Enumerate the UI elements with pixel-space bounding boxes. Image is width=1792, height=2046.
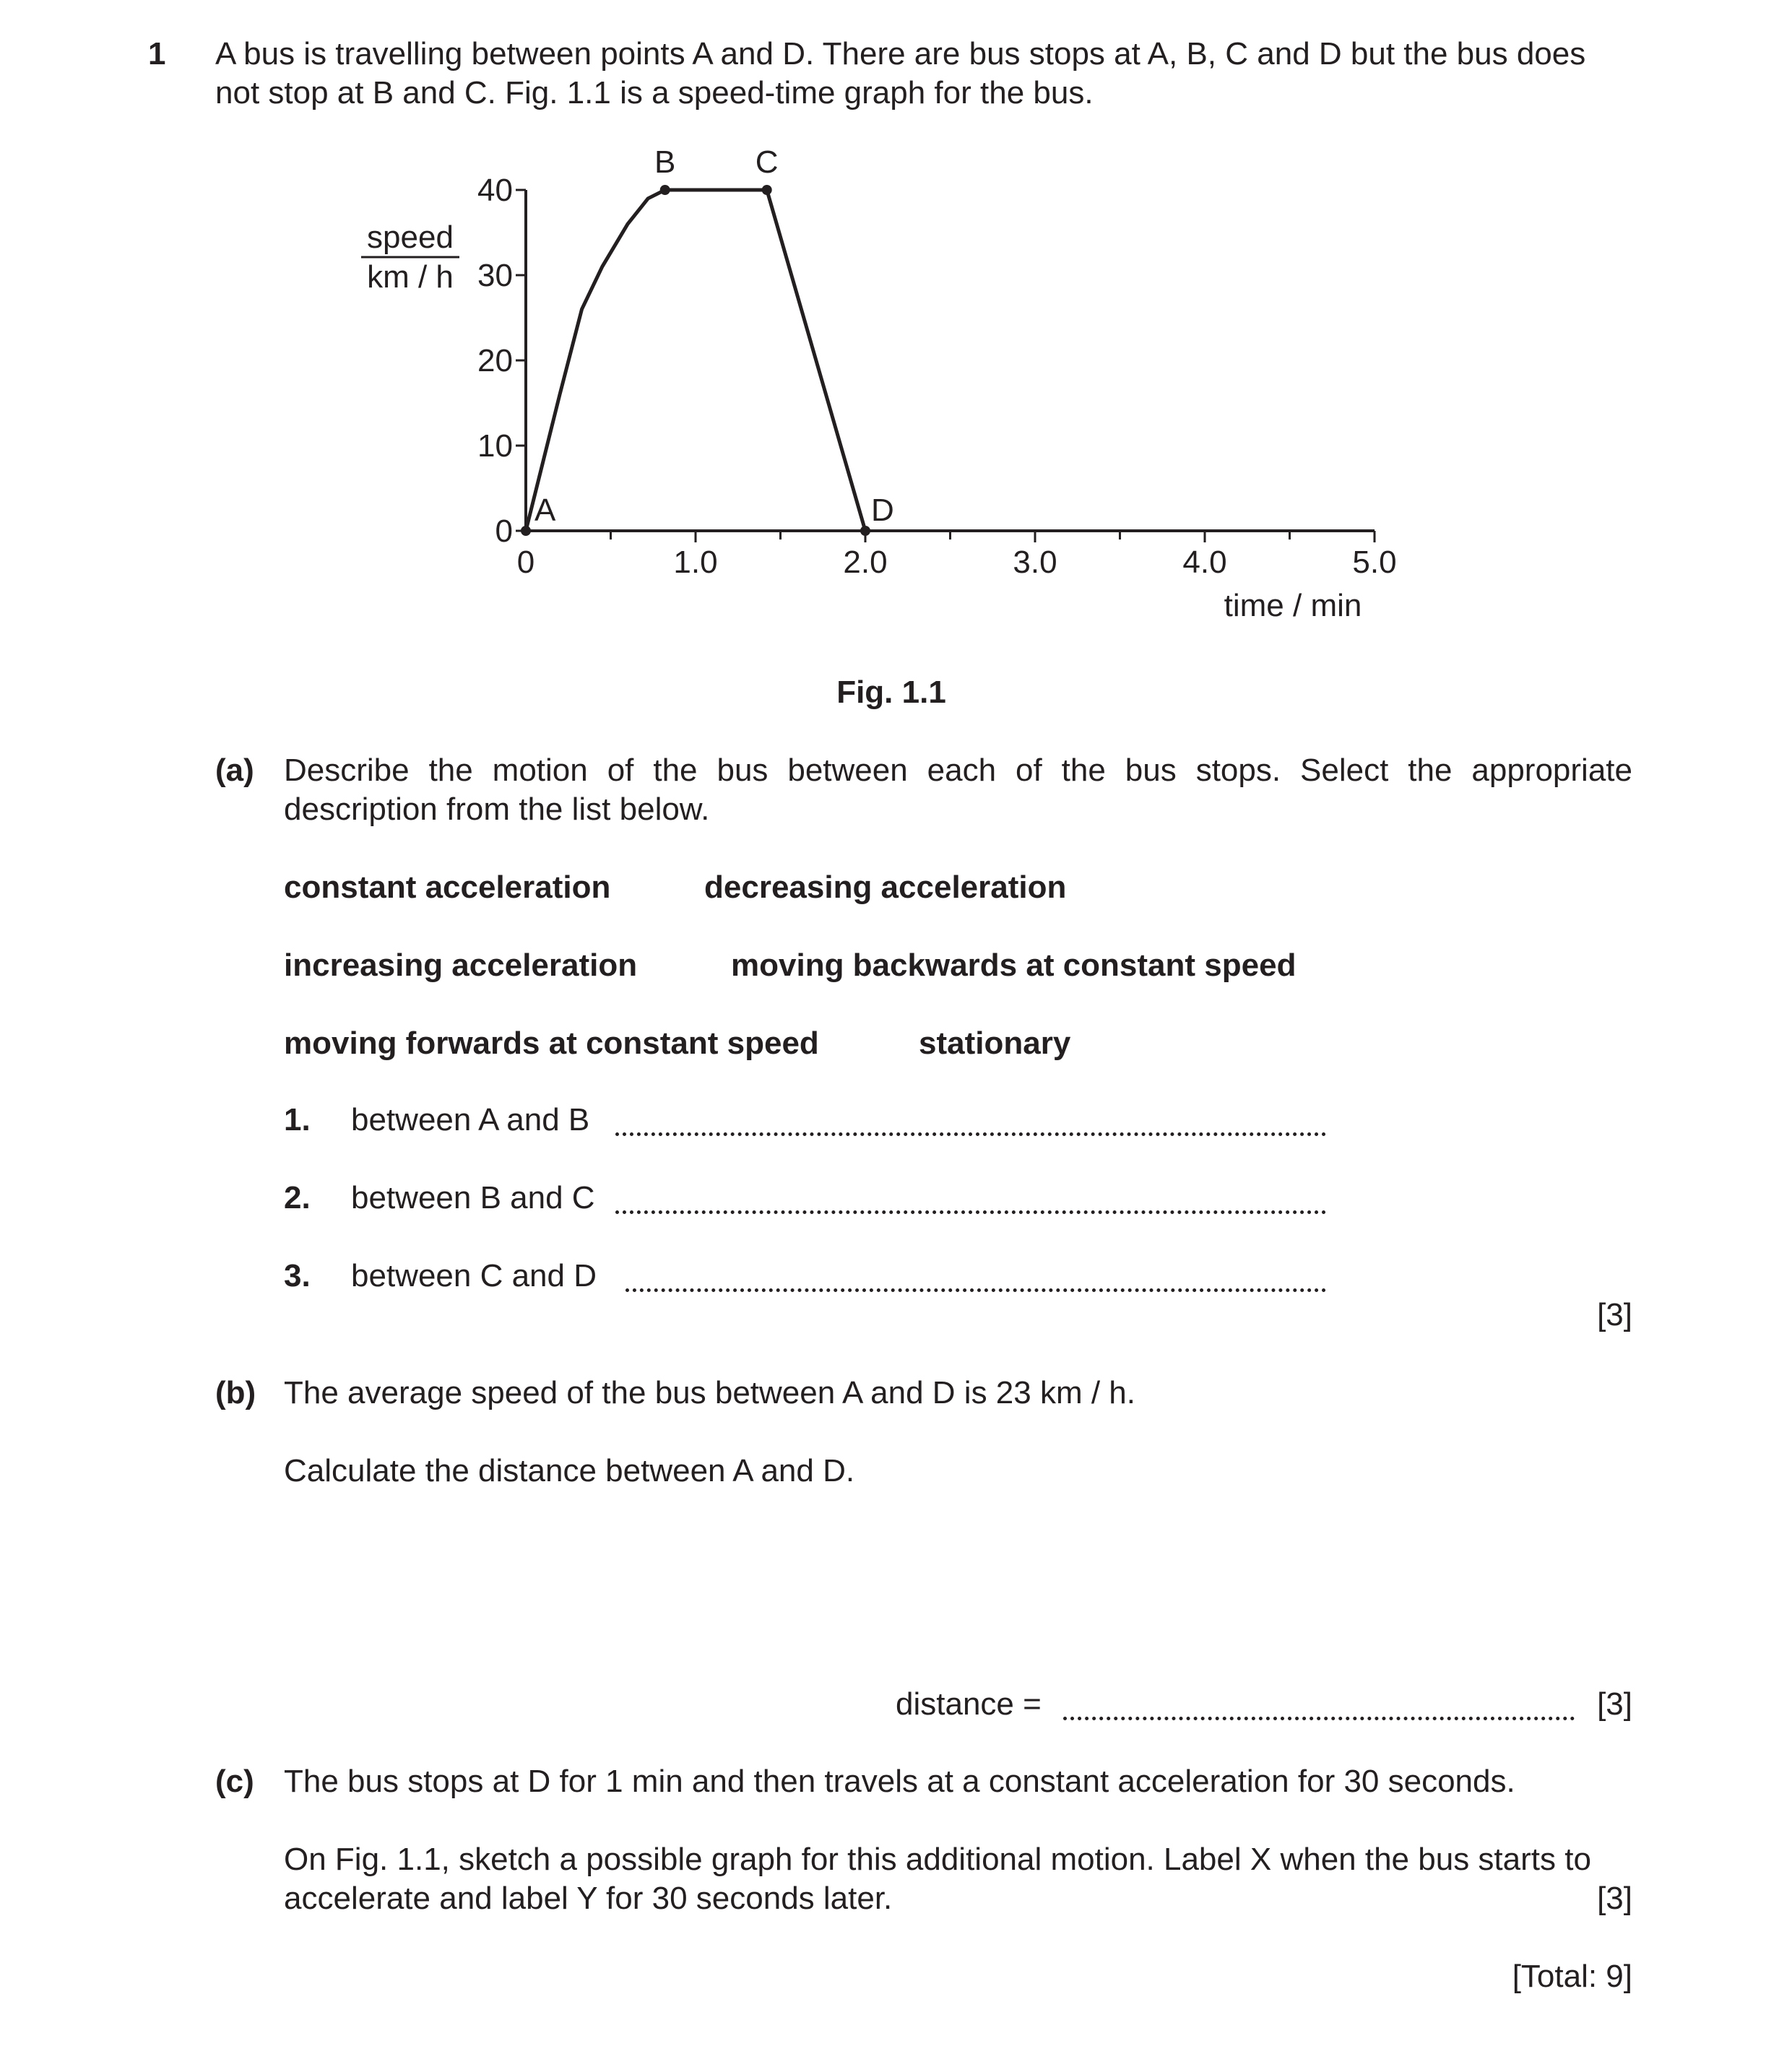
point-c-marker bbox=[762, 185, 772, 195]
option-increasing-acceleration: increasing acceleration bbox=[284, 948, 638, 983]
question-number: 1 bbox=[148, 36, 166, 71]
x-axis-label: time / min bbox=[1224, 588, 1362, 623]
figure-caption: Fig. 1.1 bbox=[836, 675, 946, 710]
point-d-label: D bbox=[871, 493, 894, 528]
part-b-line1: The average speed of the bus between A and D is 23 km / h. bbox=[284, 1375, 1135, 1410]
x-tick-label: 4.0 bbox=[1182, 545, 1227, 580]
distance-label: distance = bbox=[896, 1686, 1042, 1722]
part-a-marks: [3] bbox=[1597, 1297, 1632, 1332]
y-tick-label: 10 bbox=[477, 428, 513, 464]
item-1-text: between A and B bbox=[351, 1102, 590, 1137]
option-stationary: stationary bbox=[919, 1026, 1071, 1061]
point-d-marker bbox=[860, 526, 870, 536]
option-moving-backwards: moving backwards at constant speed bbox=[731, 948, 1297, 983]
x-tick-label: 1.0 bbox=[673, 545, 718, 580]
part-c-line2: On Fig. 1.1, sketch a possible graph for this additional motion. Label X when the bus starts to bbox=[284, 1842, 1591, 1877]
item-2-answer-line[interactable] bbox=[615, 1210, 1326, 1214]
part-c-marks: [3] bbox=[1597, 1881, 1632, 1916]
part-a-line1: Describe the motion of the bus between each of the bus stops. Select the appropriate bbox=[284, 753, 1632, 788]
y-tick-label: 0 bbox=[495, 513, 513, 549]
point-b-marker bbox=[660, 185, 670, 195]
part-c-line1: The bus stops at D for 1 min and then travels at a constant acceleration for 30 seconds. bbox=[284, 1764, 1515, 1799]
speed-time-line bbox=[526, 190, 865, 531]
x-tick-label: 2.0 bbox=[843, 545, 888, 580]
item-1-answer-line[interactable] bbox=[615, 1132, 1326, 1136]
item-2-text: between B and C bbox=[351, 1180, 595, 1215]
y-axis-label-numerator: speed bbox=[367, 220, 454, 255]
x-tick-label: 0 bbox=[516, 545, 535, 580]
item-3-number: 3. bbox=[284, 1258, 311, 1293]
part-b-line2: Calculate the distance between A and D. bbox=[284, 1453, 855, 1488]
y-axis-label-denominator: km / h bbox=[367, 259, 454, 295]
option-decreasing-acceleration: decreasing acceleration bbox=[704, 870, 1067, 905]
part-c-line3: accelerate and label Y for 30 seconds later. bbox=[284, 1881, 893, 1916]
part-a-label: (a) bbox=[215, 753, 254, 788]
item-1-number: 1. bbox=[284, 1102, 311, 1137]
x-tick-label: 3.0 bbox=[1013, 545, 1057, 580]
question-intro-line1: A bus is travelling between points A and D. There are bus stops at A, B, C and D but the bus does bbox=[215, 36, 1586, 71]
total-marks: [Total: 9] bbox=[1512, 1959, 1632, 1994]
option-constant-acceleration: constant acceleration bbox=[284, 870, 611, 905]
point-b-label: B bbox=[654, 144, 676, 180]
item-3-text: between C and D bbox=[351, 1258, 597, 1293]
y-tick-label: 30 bbox=[477, 258, 513, 293]
y-tick-label: 40 bbox=[477, 173, 513, 208]
option-moving-forwards: moving forwards at constant speed bbox=[284, 1026, 819, 1061]
part-a-line2: description from the list below. bbox=[284, 792, 710, 827]
part-c-label: (c) bbox=[215, 1764, 254, 1799]
part-b-marks: [3] bbox=[1597, 1686, 1632, 1722]
x-tick-label: 5.0 bbox=[1352, 545, 1397, 580]
point-c-label: C bbox=[755, 144, 779, 180]
point-a-label: A bbox=[534, 493, 556, 528]
part-b-label: (b) bbox=[215, 1375, 256, 1410]
distance-answer-line[interactable] bbox=[1063, 1717, 1575, 1720]
item-2-number: 2. bbox=[284, 1180, 311, 1215]
point-a-marker bbox=[521, 526, 531, 536]
question-intro-line2: not stop at B and C. Fig. 1.1 is a speed-time graph for the bus. bbox=[215, 75, 1094, 110]
y-tick-label: 20 bbox=[477, 343, 513, 378]
speed-time-graph bbox=[0, 0, 1792, 722]
item-3-answer-line[interactable] bbox=[626, 1288, 1326, 1292]
